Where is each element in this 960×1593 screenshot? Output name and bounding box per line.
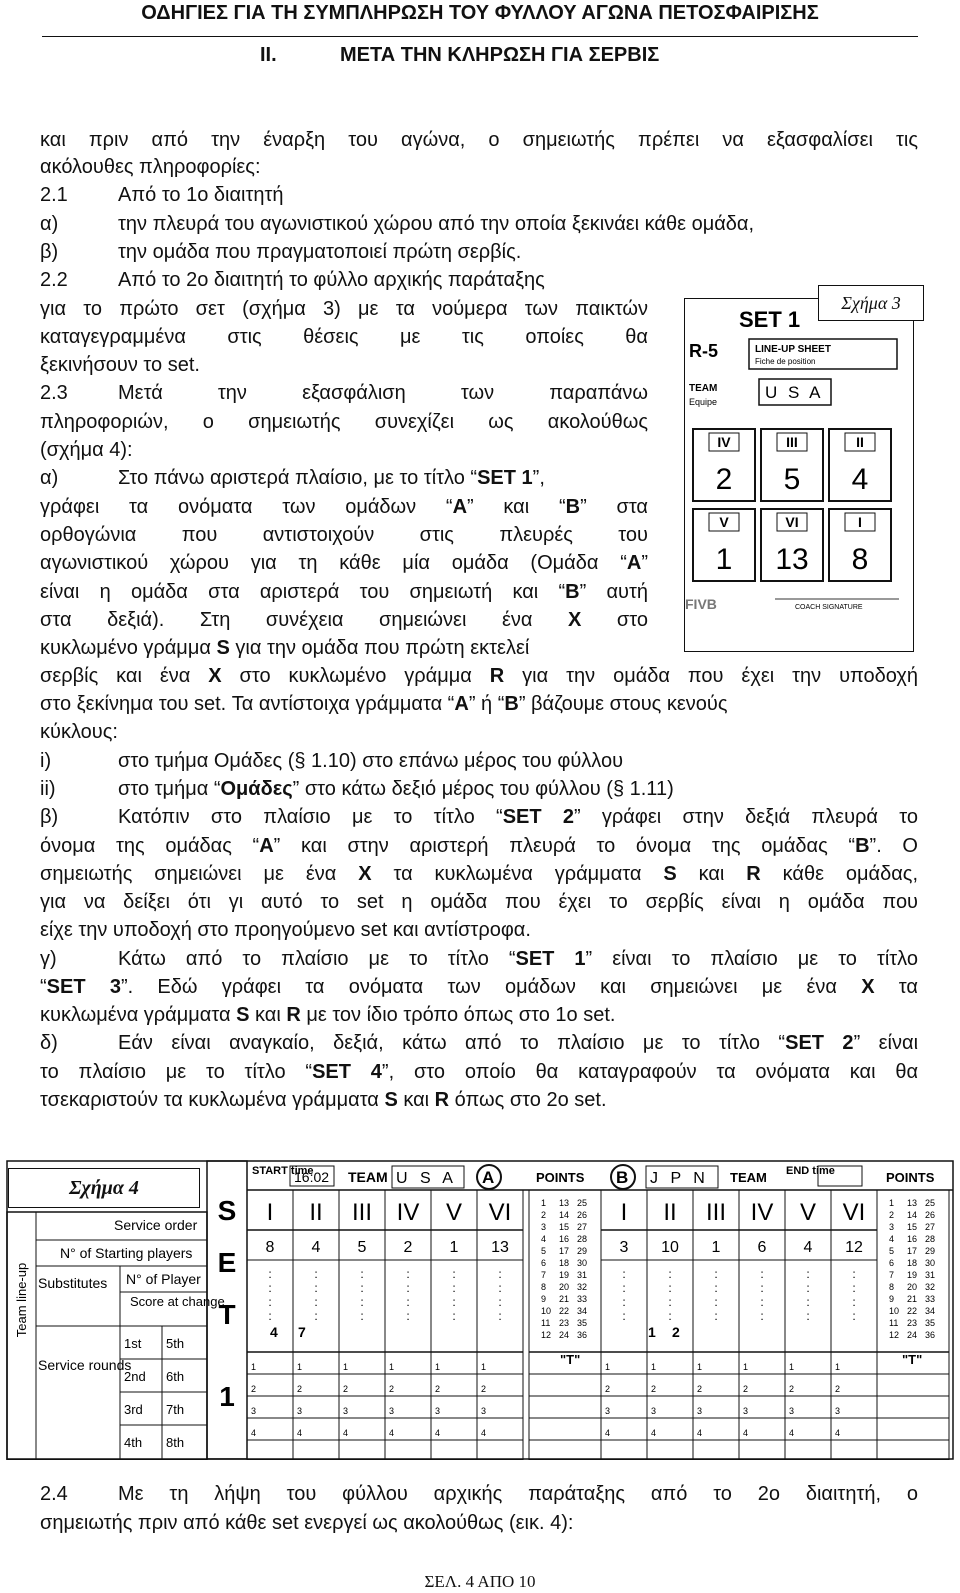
starting-players-label: N° of Starting players [60, 1245, 193, 1261]
lineup-number: 12 [845, 1239, 863, 1256]
round-index: 4 [481, 1428, 487, 1438]
round-index: 3 [251, 1406, 257, 1416]
dot-mark: : [360, 1281, 364, 1295]
dot-mark: : [406, 1281, 410, 1295]
round-index: 3 [435, 1406, 441, 1416]
round-index: 3 [743, 1406, 749, 1416]
point-number: 4 [541, 1234, 547, 1244]
round-index: 1 [651, 1362, 657, 1372]
paragraph-line: όνομα της ομάδας “A” και στην αριστερή πλευρά το όνομα της ομάδας “B”. Ο [40, 835, 918, 857]
point-number: 25 [925, 1198, 936, 1208]
roman-numeral: V [445, 1199, 463, 1226]
round-index: 4 [435, 1428, 441, 1438]
round-index: 4 [743, 1428, 749, 1438]
team-sublabel: Equipe [689, 397, 718, 407]
point-number: 22 [559, 1306, 570, 1316]
round-index: 2 [297, 1384, 303, 1394]
dot-mark: : [268, 1309, 272, 1323]
point-number: 29 [577, 1246, 588, 1256]
round-index: 4 [605, 1428, 611, 1438]
player-number: 13 [775, 543, 809, 576]
set-letter: S [217, 1195, 237, 1226]
point-number: 30 [577, 1258, 588, 1268]
paragraph-line: καταγεγραμμένα στις θέσεις με τις οποίες θα [40, 326, 648, 348]
player-number: 1 [715, 543, 733, 576]
point-number: 28 [925, 1234, 936, 1244]
dot-mark: : [668, 1295, 672, 1309]
dot-mark: : [668, 1309, 672, 1323]
point-number: 36 [925, 1330, 936, 1340]
point-number: 18 [559, 1258, 570, 1268]
paragraph-line: αγωνιστικού χώρου για τη κάθε μία ομάδα (Ομάδα “A” [40, 552, 648, 574]
team-label: TEAM [689, 383, 718, 394]
page-footer: ΣΕΛ. 4 ΑΠΟ 10 [424, 1572, 536, 1591]
team-b-points [877, 1190, 949, 1460]
point-number: 35 [925, 1318, 936, 1328]
dot-mark: : [760, 1295, 764, 1309]
round-index: 3 [835, 1406, 841, 1416]
point-number: 32 [925, 1282, 936, 1292]
dot-mark: : [622, 1267, 626, 1281]
paragraph-line: σημειωτής σημειώνει με ένα X τα κυκλωμένα γράμματα S και R κάθε ομάδας, [40, 863, 919, 885]
roman-numeral: IV [750, 1199, 774, 1226]
roman-numeral: V [799, 1199, 817, 1226]
round-label: 5th [166, 1336, 185, 1351]
point-number: 33 [925, 1294, 936, 1304]
sheet-title: LINE-UP SHEET [755, 344, 831, 355]
lineup-number: 4 [311, 1239, 321, 1256]
paragraph-line: ορθογώνια που αντιστοιχούν στις πλευρές του [40, 524, 648, 546]
dot-mark: : [714, 1281, 718, 1295]
dot-mark: : [622, 1309, 626, 1323]
paragraph-line: ακόλουθες πληροφορίες: [40, 156, 261, 178]
point-number: 23 [559, 1318, 570, 1328]
point-number: 8 [889, 1282, 895, 1292]
points-b-label: POINTS [886, 1170, 935, 1185]
lineup-number: 1 [711, 1239, 721, 1256]
dot-mark: : [452, 1281, 456, 1295]
team-a-label: TEAM [348, 1169, 388, 1185]
dot-mark: : [360, 1295, 364, 1309]
round-label: 2nd [124, 1369, 146, 1384]
point-number: 29 [925, 1246, 936, 1256]
player-number: 5 [783, 463, 801, 496]
round-index: 1 [605, 1362, 611, 1372]
point-number: 17 [907, 1246, 918, 1256]
dot-mark: : [452, 1295, 456, 1309]
paragraph-line: είχε την υποδοχή στο προηγούμενο set και αντίστροφα. [40, 919, 531, 941]
lineup-number: 1 [449, 1239, 459, 1256]
point-number: 21 [907, 1294, 918, 1304]
point-number: 18 [907, 1258, 918, 1268]
point-number: 7 [541, 1270, 547, 1280]
round-index: 4 [835, 1428, 841, 1438]
dot-mark: : [268, 1295, 272, 1309]
roman-numeral: IV [396, 1199, 420, 1226]
dot-mark: : [360, 1309, 364, 1323]
point-number: 8 [541, 1282, 547, 1292]
dot-mark: : [406, 1267, 410, 1281]
round-index: 2 [743, 1384, 749, 1394]
roman-numeral: II [663, 1199, 677, 1226]
point-number: 34 [577, 1306, 588, 1316]
point-number: 3 [889, 1222, 895, 1232]
roman-numeral: III [351, 1199, 373, 1226]
points-a-label: POINTS [536, 1170, 585, 1185]
player-number: 4 [851, 463, 869, 496]
point-number: 11 [541, 1318, 551, 1328]
paragraph-line: και πριν από την έναρξη του αγώνα, ο σημειωτής πρέπει να εξασφαλίσει τις [40, 129, 918, 151]
point-number: 13 [907, 1198, 918, 1208]
dot-mark: : [314, 1267, 318, 1281]
dot-mark: : [622, 1281, 626, 1295]
round-index: 1 [343, 1362, 349, 1372]
section-number: II. [260, 44, 277, 66]
dot-mark: : [806, 1309, 810, 1323]
roman-numeral: I [266, 1199, 274, 1226]
paragraph-line: κυκλωμένο γράμμα S για την ομάδα που πρώτη εκτελεί [40, 637, 530, 659]
round-index: 2 [343, 1384, 349, 1394]
set-letter: 1 [219, 1381, 235, 1412]
paragraph-line: για το πρώτο σετ (σχήμα 3) με τα νούμερα των παικτών [40, 298, 648, 320]
dot-mark: : [314, 1309, 318, 1323]
positions-grid [693, 429, 891, 581]
service-order-label: Service order [114, 1217, 198, 1233]
round-index: 1 [835, 1362, 841, 1372]
team-a-grid [247, 1190, 523, 1460]
paragraph-line: “SET 3”. Εδώ γράφει τα ονόματα των ομάδων και σημειώνει με ένα X τα [40, 976, 918, 998]
team-lineup-label: Team line-up [14, 1262, 29, 1338]
position-label: I [858, 514, 862, 530]
point-number: 13 [559, 1198, 570, 1208]
point-number: 24 [907, 1330, 918, 1340]
lineup-number: 5 [357, 1239, 367, 1256]
dot-mark: : [406, 1309, 410, 1323]
player-number: 8 [851, 543, 869, 576]
point-number: 1 [889, 1198, 895, 1208]
dot-mark: : [806, 1295, 810, 1309]
lineup-number: 3 [619, 1239, 629, 1256]
dot-mark: : [268, 1281, 272, 1295]
dot-mark: : [714, 1267, 718, 1281]
dot-mark: : [760, 1309, 764, 1323]
round-index: 2 [835, 1384, 841, 1394]
figure-4-scoresheet [6, 1160, 954, 1460]
roman-numeral: VI [842, 1199, 866, 1226]
figure-3-lineup-sheet [684, 298, 914, 652]
round-index: 4 [343, 1428, 349, 1438]
round-index: 1 [297, 1362, 303, 1372]
point-number: 2 [541, 1210, 547, 1220]
round-index: 4 [789, 1428, 795, 1438]
start-time-value: 16:02 [294, 1169, 330, 1185]
lineup-number: 6 [757, 1239, 767, 1256]
dot-mark: : [714, 1295, 718, 1309]
round-index: 1 [743, 1362, 749, 1372]
paragraph-line: στο ξεκίνημα του set. Τα αντίστοιχα γράμματα “A” ή “B” βάζουμε στους κενούς [40, 693, 728, 715]
roman-numeral: II [309, 1199, 323, 1226]
point-number: 20 [559, 1282, 570, 1292]
point-number: 14 [559, 1210, 570, 1220]
point-number: 3 [541, 1222, 547, 1232]
coach-signature-label: COACH SIGNATURE [795, 604, 863, 611]
point-number: 21 [559, 1294, 570, 1304]
dot-mark: : [760, 1281, 764, 1295]
dot-mark: : [268, 1267, 272, 1281]
set-letter: T [218, 1299, 236, 1330]
point-number: 27 [925, 1222, 936, 1232]
round-index: 2 [789, 1384, 795, 1394]
point-number: 22 [907, 1306, 918, 1316]
dot-mark: : [760, 1267, 764, 1281]
round-index: 2 [251, 1384, 257, 1394]
roman-numeral: I [620, 1199, 628, 1226]
round-index: 1 [481, 1362, 487, 1372]
point-number: 5 [889, 1246, 895, 1256]
round-index: 2 [651, 1384, 657, 1394]
point-number: 12 [541, 1330, 552, 1340]
roman-numeral: VI [488, 1199, 512, 1226]
point-number: 6 [889, 1258, 895, 1268]
dot-mark: : [452, 1309, 456, 1323]
round-label: 4th [124, 1435, 143, 1450]
paragraph-line: το πλαίσιο με το τίτλο “SET 4”, στο οποίο θα καταγραφούν τα ονόματα και θα [40, 1061, 919, 1083]
dot-mark: : [498, 1295, 502, 1309]
round-index: 2 [481, 1384, 487, 1394]
point-number: 35 [577, 1318, 588, 1328]
team-a-letter: A [482, 1168, 495, 1187]
dot-mark: : [668, 1267, 672, 1281]
round-index: 1 [789, 1362, 795, 1372]
dot-mark: : [852, 1281, 856, 1295]
point-number: 11 [889, 1318, 899, 1328]
round-index: 1 [697, 1362, 703, 1372]
lineup-number: 13 [491, 1239, 509, 1256]
roman-numeral: III [705, 1199, 727, 1226]
dot-mark: : [498, 1281, 502, 1295]
paragraph-line: τσεκαριστούν τα κυκλωμένα γράμματα S και R όπως στο 2ο set. [40, 1089, 607, 1111]
paragraph-line: σερβίς και ένα X στο κυκλωμένο γράμμα R για την ομάδα που έχει την υποδοχή [40, 665, 919, 687]
point-number: 32 [577, 1282, 588, 1292]
round-index: 2 [697, 1384, 703, 1394]
point-number: 7 [889, 1270, 895, 1280]
point-number: 5 [541, 1246, 547, 1256]
dot-mark: : [714, 1309, 718, 1323]
point-number: 19 [559, 1270, 570, 1280]
paragraph-line: είναι η ομάδα στα αριστερά του σημειωτή και “B” αυτή [40, 581, 649, 603]
round-index: 3 [389, 1406, 395, 1416]
round-index: 4 [651, 1428, 657, 1438]
position-label: IV [717, 434, 731, 450]
team-name: U S A [765, 383, 824, 402]
position-label: VI [785, 514, 799, 530]
round-index: 2 [389, 1384, 395, 1394]
start-time-label: START time [252, 1165, 314, 1177]
point-number: 36 [577, 1330, 588, 1340]
paragraph-line: πληροφοριών, ο σημειωτής συνεχίζει ως ακολούθως [40, 411, 648, 433]
round-label: 6th [166, 1369, 185, 1384]
point-number: 23 [907, 1318, 918, 1328]
set-label: SET 1 [739, 307, 801, 332]
paragraph-line: για να δείξει ότι γι αυτό το set η ομάδα που έχει το σερβίς είναι η ομάδα που [40, 891, 918, 913]
score-b1: 1 [648, 1324, 656, 1340]
dot-mark: : [498, 1267, 502, 1281]
paragraph-line: κύκλους: [40, 721, 118, 743]
service-rounds-label: Service rounds [38, 1357, 132, 1373]
round-index: 2 [605, 1384, 611, 1394]
paragraph-line: (σχήμα 4): [40, 439, 133, 461]
paragraph-line: ξεκινήσουν το set. [40, 354, 200, 376]
point-number: 19 [907, 1270, 918, 1280]
point-number: 31 [577, 1270, 588, 1280]
point-number: 16 [559, 1234, 570, 1244]
point-number: 9 [889, 1294, 895, 1304]
team-a-name: U S A [396, 1170, 457, 1187]
point-number: 24 [559, 1330, 570, 1340]
point-number: 2 [889, 1210, 895, 1220]
t-mark-a: "T" [560, 1352, 581, 1367]
round-index: 3 [605, 1406, 611, 1416]
round-index: 4 [697, 1428, 703, 1438]
point-number: 33 [577, 1294, 588, 1304]
round-label: 1st [124, 1336, 142, 1351]
figure-4-caption: Σχήμα 4 [8, 1168, 200, 1208]
team-b-grid [601, 1190, 877, 1460]
point-number: 6 [541, 1258, 547, 1268]
dot-mark: : [852, 1267, 856, 1281]
score-a1: 4 [270, 1324, 278, 1340]
dot-mark: : [314, 1295, 318, 1309]
point-number: 31 [925, 1270, 936, 1280]
point-number: 1 [541, 1198, 547, 1208]
t-mark-b: "T" [902, 1352, 923, 1367]
point-number: 28 [577, 1234, 588, 1244]
point-number: 30 [925, 1258, 936, 1268]
dot-mark: : [806, 1267, 810, 1281]
paragraph-line: γράφει τα ονόματα των ομάδων “A” και “B” στα [40, 496, 648, 518]
player-number: 2 [715, 463, 733, 496]
point-number: 16 [907, 1234, 918, 1244]
round-index: 3 [789, 1406, 795, 1416]
document-header: ΟΔΗΓΙΕΣ ΓΙΑ ΤΗ ΣΥΜΠΛΗΡΩΣΗ ΤΟΥ ΦΥΛΛΟΥ ΑΓΩΝΑ ΠΕΤΟΣΦΑΙΡΙΣΗΣ [141, 2, 819, 24]
lineup-number: 2 [403, 1239, 413, 1256]
figure-3-caption: Σχήμα 3 [818, 285, 924, 321]
team-a-points [529, 1190, 601, 1460]
section-title: ΜΕΤΑ ΤΗΝ ΚΛΗΡΩΣΗ ΓΙΑ ΣΕΡΒΙΣ [340, 44, 660, 66]
round-index: 4 [251, 1428, 257, 1438]
paragraph-line: σημειωτής πριν από κάθε set ενεργεί ως ακολούθως (εικ. 4): [40, 1512, 574, 1534]
no-player-label: N° of Player [126, 1271, 201, 1287]
point-number: 10 [889, 1306, 900, 1316]
sheet-subtitle: Fiche de position [755, 357, 816, 366]
lineup-number: 10 [661, 1239, 679, 1256]
round-index: 3 [343, 1406, 349, 1416]
set-letter: E [217, 1247, 237, 1278]
fivb-logo: FIVB [685, 596, 717, 612]
team-b-name: J P N [650, 1170, 709, 1187]
score-change-label: Score at change [130, 1294, 225, 1309]
dot-mark: : [806, 1281, 810, 1295]
end-time-label: END time [786, 1165, 835, 1177]
dot-mark: : [622, 1295, 626, 1309]
position-label: V [719, 514, 729, 530]
point-number: 26 [925, 1210, 936, 1220]
round-index: 3 [481, 1406, 487, 1416]
dot-mark: : [668, 1281, 672, 1295]
dot-mark: : [852, 1295, 856, 1309]
r5-label: R-5 [689, 341, 719, 361]
paragraph-line: στα δεξιά). Στη συνέχεια σημειώνει ένα X στο [40, 609, 648, 631]
dot-mark: : [498, 1309, 502, 1323]
position-label: II [856, 434, 864, 450]
round-index: 2 [435, 1384, 441, 1394]
score-b2: 2 [672, 1324, 680, 1340]
round-index: 1 [389, 1362, 395, 1372]
point-number: 34 [925, 1306, 936, 1316]
lineup-number: 4 [803, 1239, 813, 1256]
dot-mark: : [406, 1295, 410, 1309]
round-index: 3 [651, 1406, 657, 1416]
round-index: 1 [435, 1362, 441, 1372]
header-rule [42, 36, 918, 37]
point-number: 15 [559, 1222, 570, 1232]
dot-mark: : [314, 1281, 318, 1295]
point-number: 15 [907, 1222, 918, 1232]
point-number: 17 [559, 1246, 570, 1256]
round-label: 8th [166, 1435, 185, 1450]
paragraph-line: κυκλωμένα γράμματα S και R με τον ίδιο τρόπο όπως στο 1ο set. [40, 1004, 616, 1026]
team-b-label: TEAM [730, 1170, 767, 1185]
service-rounds-grid [120, 1326, 207, 1460]
round-label: 3rd [124, 1402, 143, 1417]
point-number: 12 [889, 1330, 900, 1340]
position-label: III [786, 434, 798, 450]
point-number: 4 [889, 1234, 895, 1244]
round-label: 7th [166, 1402, 185, 1417]
round-index: 4 [297, 1428, 303, 1438]
point-number: 27 [577, 1222, 588, 1232]
lineup-number: 8 [265, 1239, 275, 1256]
dot-mark: : [852, 1309, 856, 1323]
point-number: 26 [577, 1210, 588, 1220]
score-a2: 7 [298, 1324, 306, 1340]
point-number: 9 [541, 1294, 547, 1304]
team-b-letter: B [616, 1168, 629, 1187]
round-index: 3 [697, 1406, 703, 1416]
point-number: 25 [577, 1198, 588, 1208]
point-number: 20 [907, 1282, 918, 1292]
substitutes-label: Substitutes [38, 1275, 108, 1291]
point-number: 10 [541, 1306, 552, 1316]
set-letters [218, 1195, 237, 1412]
dot-mark: : [360, 1267, 364, 1281]
dot-mark: : [452, 1267, 456, 1281]
round-index: 4 [389, 1428, 395, 1438]
round-index: 3 [297, 1406, 303, 1416]
round-index: 1 [251, 1362, 257, 1372]
point-number: 14 [907, 1210, 918, 1220]
lineup-sheet-drawing [685, 299, 913, 651]
